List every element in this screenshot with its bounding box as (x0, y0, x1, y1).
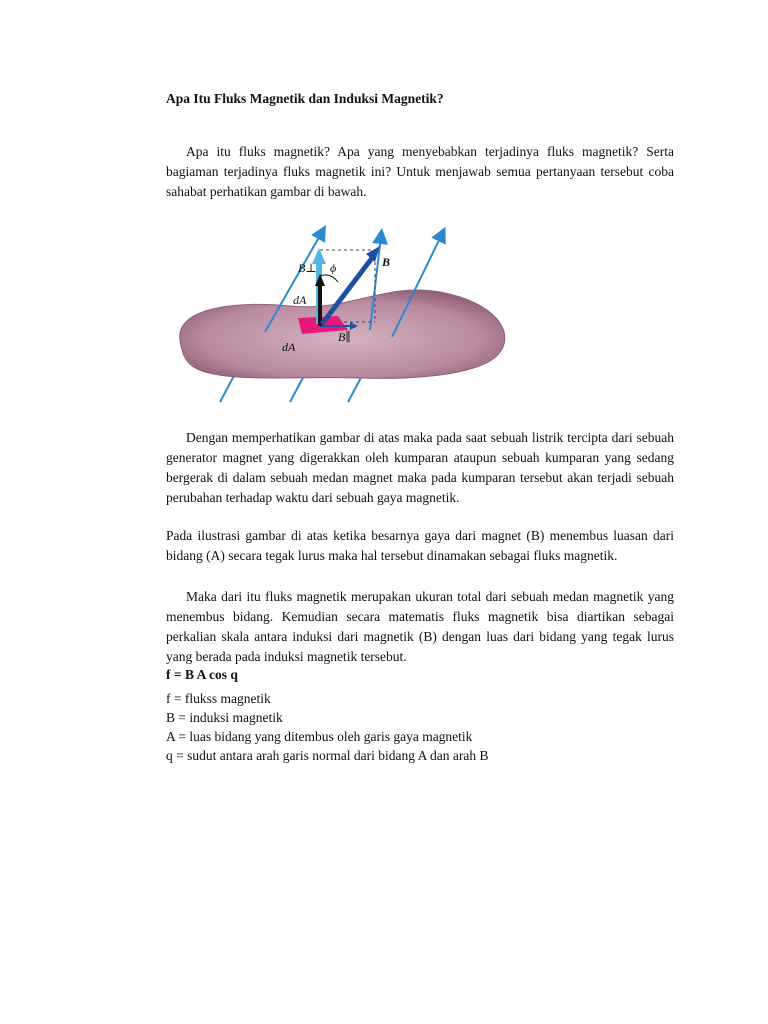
label-dA: dA (282, 340, 296, 354)
paragraph-explanation: Dengan memperhatikan gambar di atas maka pada saat sebuah listrik tercipta dari sebuah generator magnet yang digerakkan oleh kumparan ataupun sebuah kumparan yang sedang bergerak di dalam sebuah medan magnet maka pada kumparan tersebut akan terjadi sebuah perubahan terhadap waktu dari sebuah gaya magnetik. (166, 430, 674, 505)
definition-b: B = induksi magnetik (166, 710, 283, 725)
label-dA-vector: dA (293, 293, 307, 307)
dA-vector (318, 284, 322, 326)
label-b-perp: B⊥ (298, 261, 317, 275)
definition-a: A = luas bidang yang ditembus oleh garis gaya magnetik (166, 729, 473, 744)
definition-q: q = sudut antara arah garis normal dari bidang A dan arah B (166, 748, 489, 763)
paragraph-intro: Apa itu fluks magnetik? Apa yang menyebabkan terjadinya fluks magnetik? Serta bagiaman terjadinya fluks magnetik ini? Untuk menjawab semua pertanyaan tersebut coba sahabat perhatikan gambar di bawah. (166, 144, 674, 199)
paragraph-definition: Maka dari itu fluks magnetik merupakan ukuran total dari sebuah medan magnetik yang menembus bidang. Kemudian secara matematis fluks magnetik bisa diartikan sebagai perkalian skala antara induksi dari magnetik (B) dengan luas dari bidang yang tegak lurus yang berada pada induksi magnetik tersebut. (166, 589, 674, 664)
label-b-vector: B (382, 255, 391, 269)
definition-f: f = flukss magnetik (166, 691, 271, 706)
label-b-parallel: B∥ (338, 330, 351, 344)
definitions-list (166, 689, 489, 765)
label-phi: ϕ (330, 261, 337, 275)
paragraph-illustration: Pada ilustrasi gambar di atas ketika besarnya gaya dari magnet (B) menembus luasan dari bidang (A) secara tegak lurus maka hal tersebut dinamakan sebagai fluks magnetik. (166, 528, 674, 563)
flux-formula: f = B A cos q (166, 667, 238, 682)
document-title: Apa Itu Fluks Magnetik dan Induksi Magnetik? (166, 91, 444, 106)
magnetic-flux-figure (170, 222, 610, 407)
